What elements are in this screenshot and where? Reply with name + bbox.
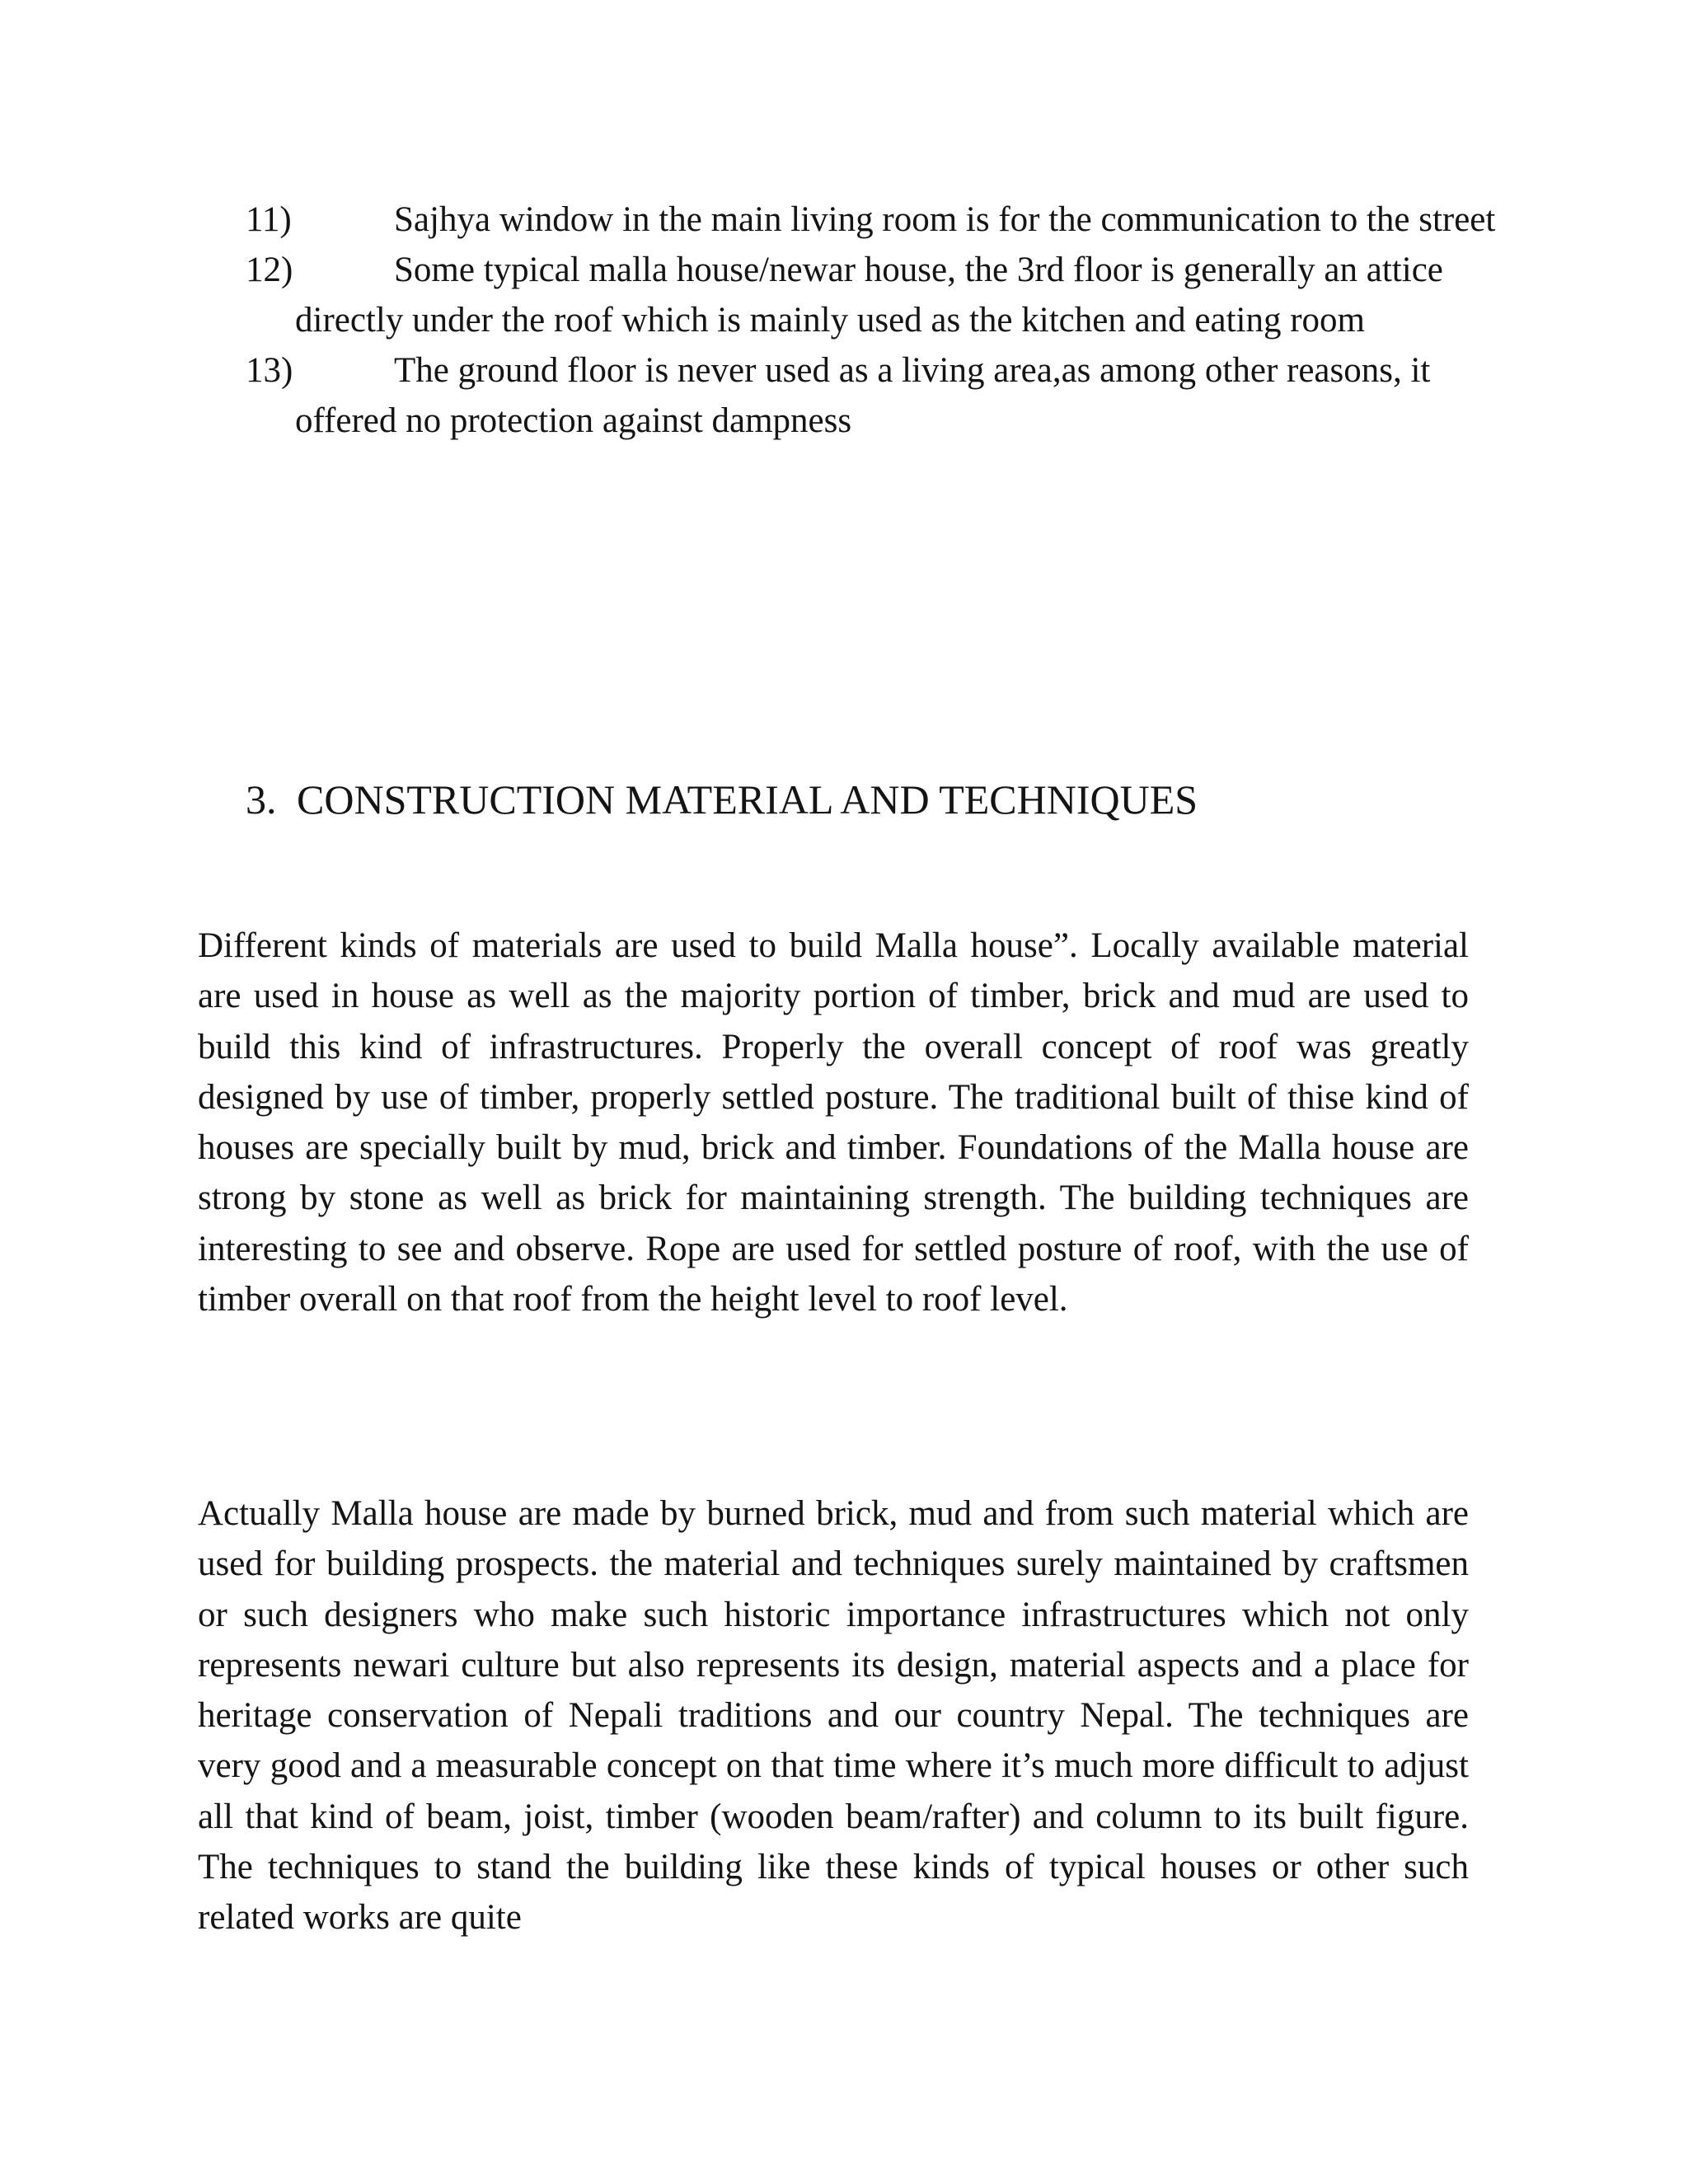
list-item-text: Some typical malla house/newar house, the 3rd floor is generally an attice directly under the roof which is mainly used as the kitchen and eating room [295,251,1443,340]
section-number: 3. [246,776,277,823]
list-item [246,345,1498,446]
list-item-text: Sajhya window in the main living room is for the communication to the street [394,200,1496,239]
list-item-text: The ground floor is never used as a living area,as among other reasons, it offered no protection against dampness [295,351,1431,440]
list-item [246,245,1498,345]
list-item-number: 13) [246,351,293,390]
numbered-list [246,194,1498,446]
section-title: CONSTRUCTION MATERIAL AND TECHNIQUES [297,776,1198,823]
body-paragraph: Actually Malla house are made by burned brick, mud and from such material which are used for building prospects. the material and techniques surely maintained by craftsmen or such designers who make such historic importance infrastructures which not only represents newari culture but also represents its design, material aspects and a place for heritage conservation of Nepali traditions and our country Nepal. The techniques are very good and a measurable concept on that time where it’s much more difficult to adjust all that kind of beam, joist, timber (wooden beam/rafter) and column to its built figure. The techniques to stand the building like these kinds of typical houses or other such related works are quite [198,1494,1469,1938]
section-heading [246,771,1198,828]
list-item-number: 11) [246,200,292,239]
list-item [246,194,1498,245]
body-paragraph: Different kinds of materials are used to build Malla house”. Locally available material are used in house as well as the majority portion of timber, brick and mud are used to build this kind of infrastructures. Properly the overall concept of roof was greatly designed by use of timber, properly settled posture. The traditional built of thise kind of houses are specially built by mud, brick and timber. Foundations of the Malla house are strong by stone as well as brick for maintaining strength. The building techniques are interesting to see and observe. Rope are used for settled posture of roof, with the use of timber overall on that roof from the height level to roof level. [198,926,1469,1319]
list-item-number: 12) [246,251,293,289]
